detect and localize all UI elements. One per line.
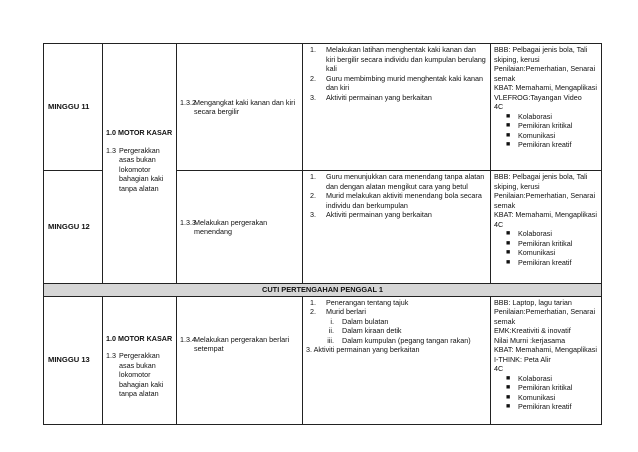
week-cell: MINGGU 13 <box>44 296 103 424</box>
resource-line: 4C <box>494 364 504 374</box>
activity-item <box>306 172 487 191</box>
activity-item <box>306 45 487 74</box>
resources-cell <box>491 296 602 424</box>
resource-line: KBAT: Memahami, Mengaplikasi <box>494 345 597 355</box>
resource-line: 4C <box>494 219 504 229</box>
bullet-text: Pemikiran kreatif <box>518 140 572 149</box>
activity-text: Penerangan tentang tajuk <box>326 297 409 307</box>
resources-cell <box>491 171 602 284</box>
activity-text: Aktiviti permainan yang berkaitan <box>326 210 432 219</box>
list-item <box>494 131 598 141</box>
square-bullet-icon: ■ <box>506 230 511 237</box>
standard-number: 1.3.3 <box>180 217 196 227</box>
activity-text: Aktiviti permainan yang berkaitan <box>326 92 432 102</box>
list-item <box>494 229 598 239</box>
activity-number: 2. <box>310 191 316 200</box>
standard-text: Mengangkat kaki kanan dan kiri secara bergilir <box>194 97 296 116</box>
week-cell: MINGGU 12 <box>44 171 103 284</box>
activity-item <box>306 93 487 103</box>
sub-activity-item <box>306 336 487 346</box>
activity-number: 2. <box>310 73 316 83</box>
resource-line: VLEFROG:Tayangan Video <box>494 92 582 102</box>
activity-item: 3. Aktiviti permainan yang berkaitan <box>306 345 420 355</box>
bullet-text: Komunikasi <box>518 248 556 257</box>
bullet-text: Pemikiran kritikal <box>518 121 573 130</box>
standard-number: 1.3.2 <box>180 97 196 107</box>
sub-activity-number: iii. <box>327 335 334 345</box>
topic-cell <box>103 296 177 424</box>
square-bullet-icon: ■ <box>506 131 511 139</box>
bullet-text: Komunikasi <box>518 130 556 140</box>
square-bullet-icon: ■ <box>506 393 511 401</box>
activity-number: 1. <box>310 45 316 54</box>
resource-line: EMK:Kreativiti & inovatif <box>494 326 571 336</box>
standard-text: Melakukan pergerakan berlari setempat <box>194 334 290 354</box>
resource-line: BBB: Pelbagai jenis bola, Tali skiping, kerusi <box>494 45 588 64</box>
activity-text: Murid berlari <box>326 307 366 317</box>
sub-activity-text: Dalam kiraan detik <box>342 326 402 336</box>
square-bullet-icon: ■ <box>506 374 511 382</box>
bullet-text: Kolaborasi <box>518 373 552 383</box>
resource-line: KBAT: Memahami, Mengaplikasi <box>494 210 597 219</box>
standard-cell <box>177 44 303 171</box>
bullet-text: Kolaborasi <box>518 111 552 121</box>
subtopic <box>106 146 173 194</box>
bullet-text: Komunikasi <box>518 392 556 402</box>
bullet-text: Pemikiran kreatif <box>518 402 572 412</box>
sub-activity-number: ii. <box>328 326 334 336</box>
list-item <box>494 383 598 393</box>
list-item <box>494 402 598 412</box>
list-item <box>494 374 598 384</box>
standard-cell <box>177 296 303 424</box>
square-bullet-icon: ■ <box>506 239 511 247</box>
lesson-plan-table <box>43 43 602 425</box>
list-item <box>494 140 598 150</box>
resource-line: Penilaian:Pemerhatian, Senarai semak <box>494 64 596 83</box>
activities-cell <box>303 171 491 284</box>
topic-title: 1.0 MOTOR KASAR <box>106 128 173 137</box>
week-cell: MINGGU 11 <box>44 44 103 171</box>
sub-activity-item <box>306 326 487 336</box>
list-item <box>494 248 598 258</box>
resources-cell <box>491 44 602 171</box>
activity-item <box>306 307 487 317</box>
standard-text: Melakukan pergerakan menendang <box>194 217 268 236</box>
activity-item <box>306 210 487 220</box>
activity-text: Guru membimbing murid menghentak kaki kanan dan kiri <box>326 73 484 92</box>
square-bullet-icon: ■ <box>506 112 511 120</box>
activities-cell <box>303 44 491 171</box>
activity-number: 3. <box>310 92 316 102</box>
bullet-text: Kolaborasi <box>518 229 552 238</box>
resource-line: BBB: Laptop, lagu tarian <box>494 297 572 307</box>
square-bullet-icon: ■ <box>506 141 511 148</box>
activity-text: Guru menunjukkan cara menendang tanpa alatan dan dengan alatan mengikut cara yang betul <box>326 172 485 191</box>
activity-number: 1. <box>310 172 316 181</box>
resource-line: BBB: Pelbagai jenis bola, Tali skiping, kerusi <box>494 172 588 191</box>
square-bullet-icon: ■ <box>506 384 511 392</box>
bullet-text: Pemikiran kritikal <box>518 383 573 393</box>
activity-number: 3. <box>310 210 316 219</box>
bullet-text: Pemikiran kreatif <box>518 257 572 267</box>
list-item <box>494 393 598 403</box>
subtopic-number: 1.3 <box>106 145 116 155</box>
activity-item <box>306 74 487 93</box>
resource-line: KBAT: Memahami, Mengaplikasi <box>494 83 597 92</box>
activity-text: Murid melakukan aktiviti menendang bola secara individu dan berkumpulan <box>326 191 482 210</box>
list-item <box>494 121 598 131</box>
subtopic <box>106 351 173 399</box>
square-bullet-icon: ■ <box>506 122 511 129</box>
standard-cell <box>177 171 303 284</box>
activity-item <box>306 191 487 210</box>
table-row <box>44 296 602 424</box>
table-row <box>44 44 602 171</box>
list-item <box>494 112 598 122</box>
list-item <box>494 258 598 268</box>
topic-cell <box>103 44 177 284</box>
standard-number: 1.3.4 <box>180 334 196 344</box>
activities-cell <box>303 296 491 424</box>
subtopic-number: 1.3 <box>106 351 116 361</box>
activity-number: 1. <box>310 297 316 307</box>
list-item <box>494 239 598 249</box>
sub-activity-text: Dalam bulatan <box>342 316 389 326</box>
resource-line: Nilai Murni :kerjasama <box>494 335 566 345</box>
activity-item <box>306 298 487 308</box>
sub-activity-number: i. <box>330 316 334 326</box>
activity-text: Melakukan latihan menghentak kaki kanan dan kiri bergilir secara individu dan kumpulan berulang kali <box>326 45 486 73</box>
bullet-text: Pemikiran kritikal <box>518 238 573 248</box>
resource-line: Penilaian:Pemerhatian, Senarai semak <box>494 307 596 326</box>
sub-activity-text: Dalam kumpulan (pegang tangan rakan) <box>342 335 471 345</box>
activity-number: 2. <box>310 307 316 317</box>
topic-title: 1.0 MOTOR KASAR <box>106 333 173 343</box>
resource-line: Penilaian:Pemerhatian, Senarai semak <box>494 191 596 210</box>
square-bullet-icon: ■ <box>506 403 511 411</box>
holiday-row <box>44 284 602 297</box>
sub-activity-item <box>306 317 487 327</box>
holiday-label: CUTI PERTENGAHAN PENGGAL 1 <box>44 284 602 297</box>
resource-line: I-THINK: Peta Alir <box>494 354 551 364</box>
square-bullet-icon: ■ <box>506 249 511 256</box>
subtopic-text: Pergerakkan asas bukan lokomotor bahagian kaki tanpa alatan <box>119 351 164 399</box>
resource-line: 4C <box>494 102 504 111</box>
square-bullet-icon: ■ <box>506 258 511 266</box>
subtopic-text: Pergerakkan asas bukan lokomotor bahagian kaki tanpa alatan <box>119 145 164 193</box>
